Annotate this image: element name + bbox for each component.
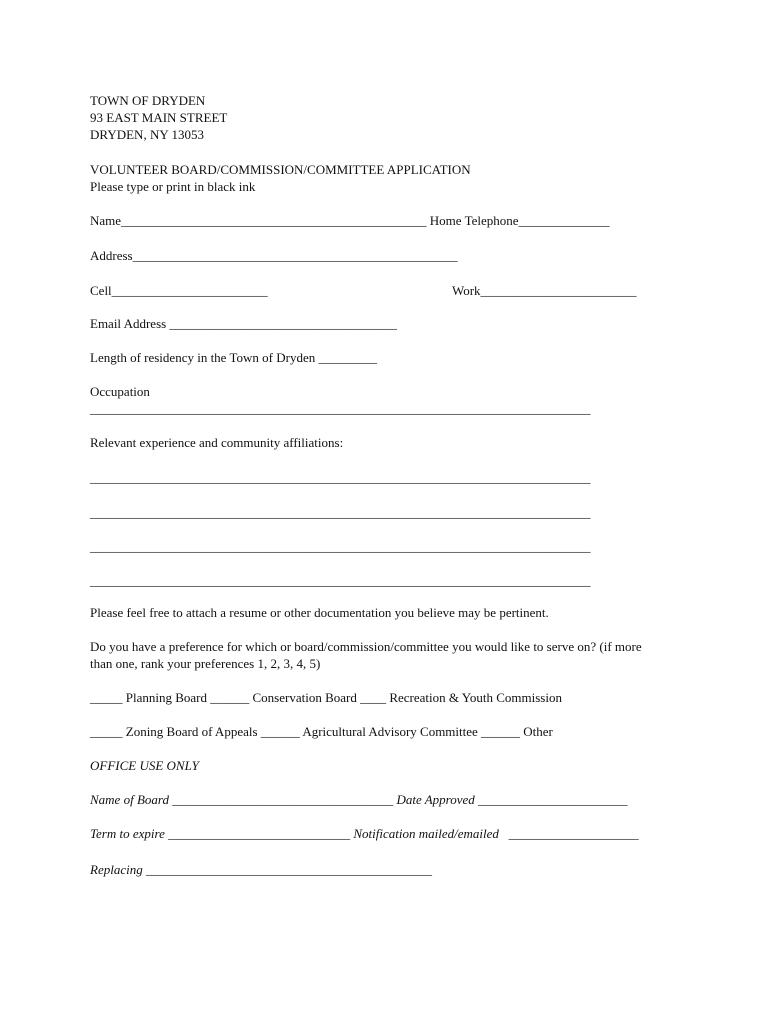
attach-note: Please feel free to attach a resume or other documentation you believe may be pertinent. (90, 605, 549, 620)
name-phone-field[interactable]: Name_______________________________________________ Home Telephone______________ (90, 213, 610, 228)
board-options-row-1[interactable]: _____ Planning Board ______ Conservation Board ____ Recreation & Youth Commission (90, 690, 562, 705)
preference-question: Do you have a preference for which or board/commission/committee you would like to serve on? (if more (90, 639, 642, 654)
experience-line[interactable]: _____________________________________________________________________________ (90, 505, 591, 520)
board-options-row-2[interactable]: _____ Zoning Board of Appeals ______ Agricultural Advisory Committee ______ Other (90, 724, 553, 739)
address-field[interactable]: Address__________________________________________________ (90, 248, 458, 263)
occupation-field[interactable]: _____________________________________________________________________________ (90, 401, 591, 416)
experience-line[interactable]: _____________________________________________________________________________ (90, 539, 591, 554)
preference-question-cont: than one, rank your preferences 1, 2, 3, 4, 5) (90, 656, 321, 671)
experience-line[interactable]: _____________________________________________________________________________ (90, 573, 591, 588)
street-address: 93 EAST MAIN STREET (90, 110, 228, 125)
city-state-zip: DRYDEN, NY 13053 (90, 127, 204, 142)
replacing-field[interactable]: Replacing ____________________________________________ (90, 862, 432, 877)
form-instructions: Please type or print in black ink (90, 179, 256, 194)
experience-line[interactable]: _____________________________________________________________________________ (90, 470, 591, 485)
work-field[interactable]: Work________________________ (452, 283, 637, 298)
experience-label: Relevant experience and community affiliations: (90, 435, 344, 450)
org-name: TOWN OF DRYDEN (90, 93, 206, 108)
occupation-label: Occupation (90, 384, 150, 399)
residency-field[interactable]: Length of residency in the Town of Dryden _________ (90, 350, 377, 365)
form-title: VOLUNTEER BOARD/COMMISSION/COMMITTEE APPLICATION (90, 162, 471, 177)
email-field[interactable]: Email Address ___________________________________ (90, 316, 397, 331)
board-date-approved-field[interactable]: Name of Board __________________________________ Date Approved _______________________ (90, 792, 628, 807)
term-notification-field[interactable]: Term to expire ____________________________ Notification mailed/emailed ____________________ (90, 826, 639, 841)
cell-field[interactable]: Cell________________________ (90, 283, 268, 298)
office-use-heading: OFFICE USE ONLY (90, 758, 199, 773)
